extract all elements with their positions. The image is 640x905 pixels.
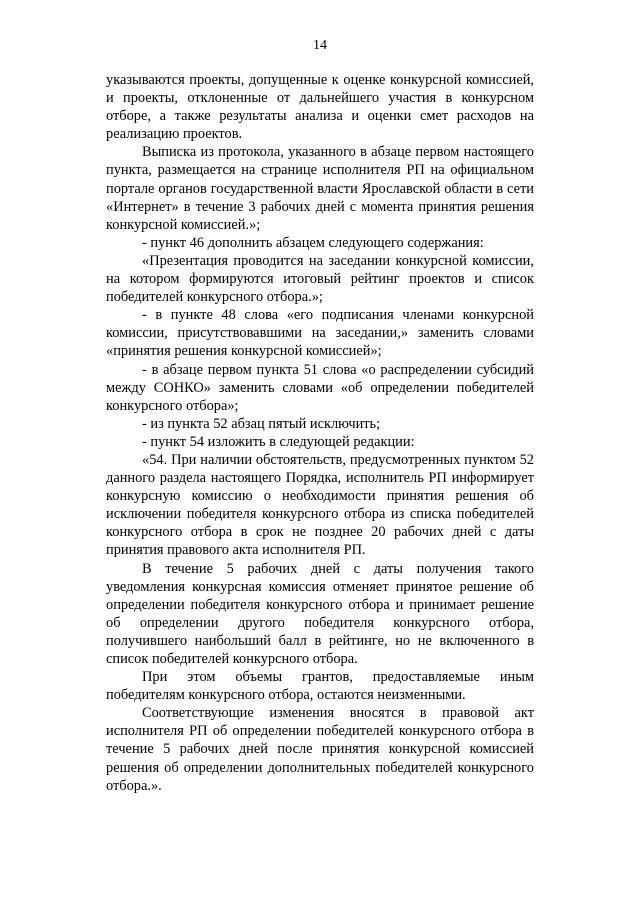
paragraph: - в пункте 48 слова «его подписания членами конкурсной комиссии, присутствовавшими на заседании,» заменить словами «принятия решения конкурсной комиссией»; — [106, 307, 534, 360]
paragraph: При этом объемы грантов, предоставляемые иным победителям конкурсного отбора, остаются неизменными. — [106, 669, 534, 704]
paragraph: - из пункта 52 абзац пятый исключить; — [142, 415, 381, 432]
document-body — [106, 71, 534, 795]
paragraph: - в абзаце первом пункта 51 слова «о распределении субсидий между СОНКО» заменить словами «об определении победителей конкурсного отбора»; — [106, 361, 534, 414]
paragraph: указываются проекты, допущенные к оценке конкурсной комиссией, и проекты, отклоненные от дальнейшего участия в конкурсном отборе, а также результаты анализа и оценки смет расходов на реализацию проектов. — [106, 72, 534, 143]
paragraph: Выписка из протокола, указанного в абзаце первом настоящего пункта, размещается на странице исполнителя РП на официальном портале органов государственной власти Ярославской области в сети «Интернет» в течение 3 рабочих дней с момента принятия решения конкурсной комиссией.»; — [106, 144, 534, 233]
paragraph: В течение 5 рабочих дней с даты получения такого уведомления конкурсная комиссия отменяет принятое решение об определении победителя конкурсного отбора и принимает решение об определении другого победителя конкурсного отбора, получившего наибольший балл в рейтинге, но не включенного в список победителей конкурсного отбора. — [106, 560, 534, 667]
paragraph: Соответствующие изменения вносятся в правовой акт исполнителя РП об определении победителей конкурсного отбора в течение 5 рабочих дней после принятия конкурсной комиссией решения об определении дополнительных победителей конкурсного отбора.». — [106, 705, 534, 794]
paragraph: - пункт 54 изложить в следующей редакции: — [142, 433, 415, 450]
paragraph: «Презентация проводится на заседании конкурсной комиссии, на котором формируются итоговый рейтинг проектов и список победителей конкурсного отбора.»; — [106, 252, 534, 306]
paragraph: «54. При наличии обстоятельств, предусмотренных пунктом 52 данного раздела настоящего Порядка, исполнитель РП информирует конкурсную комиссию о необходимости принятия решения об исключении победителя конкурсного отбора из списка победителей конкурсного отбора в срок не позднее 20 рабочих дней с даты принятия правового акта исполнителя РП. — [106, 451, 534, 559]
page-number: 14 — [313, 38, 327, 53]
paragraph: - пункт 46 дополнить абзацем следующего содержания: — [142, 234, 484, 251]
